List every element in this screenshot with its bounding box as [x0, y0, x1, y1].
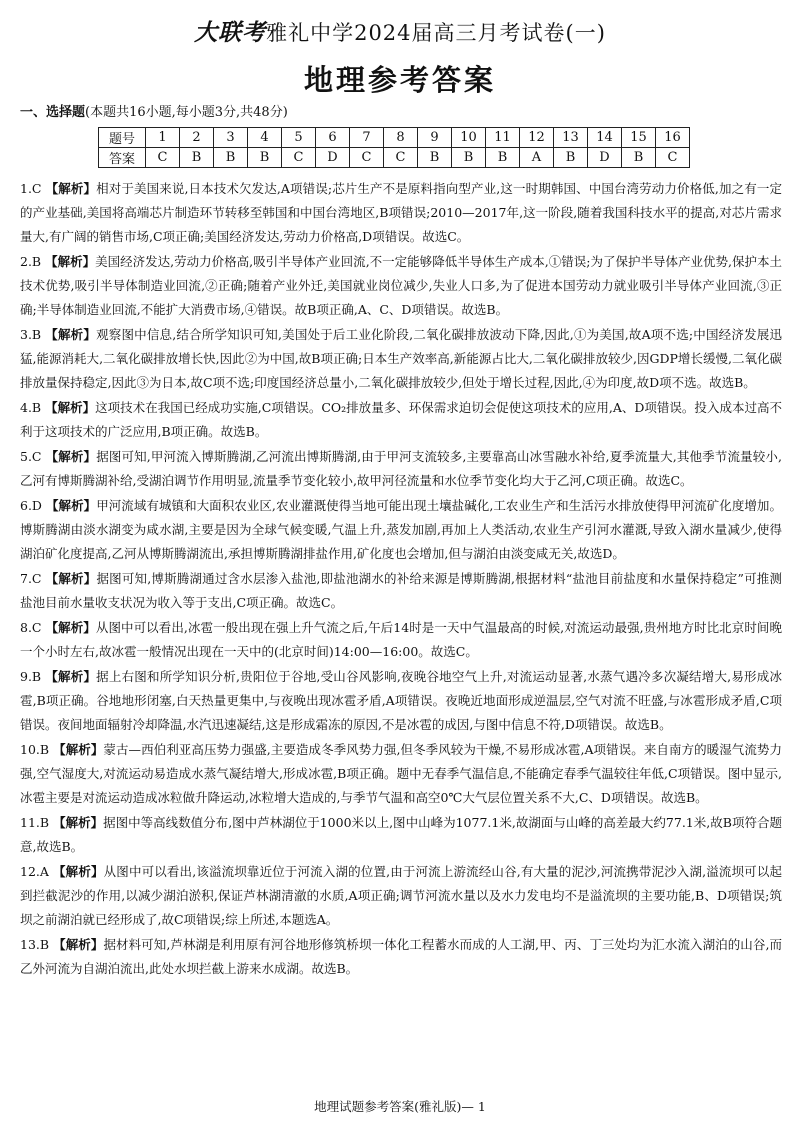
- answer-cell: D: [316, 148, 350, 168]
- question-number: 8: [384, 128, 418, 148]
- question-number: 1: [146, 128, 180, 148]
- jiexi-label: 【解析】: [45, 449, 97, 464]
- item-number: 6.D: [20, 498, 42, 513]
- item-number: 9.B: [20, 669, 42, 684]
- item-number: 2.B: [20, 254, 42, 269]
- item-text: 据图可知,甲河流入博斯腾湖,乙河流出博斯腾湖,由于甲河支流较多,主要靠高山冰雪融水补给,夏季流量大,其他季节流量较小,乙河有博斯腾湖补给,受湖泊调节作用明显,流量季节变化较小,故甲河径流量和水位季节变化均大于乙河,C项正确。故选C。: [20, 449, 782, 488]
- jiexi-label: 【解析】: [45, 254, 96, 269]
- explanation-item: [20, 860, 782, 932]
- item-text: 甲河流域有城镇和大面积农业区,农业灌溉使得当地可能出现土壤盐碱化,工农业生产和生活污水排放使得甲河流矿化度增加。博斯腾湖由淡水湖变为咸水湖,主要是因为全球气候变暖,气温上升,蒸发加剧,再加上人类活动,农业生产引河水灌溉,导致入湖水量减少,使得湖泊矿化度提高,乙河从博斯腾湖流出,承担博斯腾湖排盐作用,矿化度也会增加,但与湖泊由淡变咸无关,故选D。: [20, 498, 782, 561]
- question-number-row: [99, 128, 690, 148]
- item-text: 从图中可以看出,冰雹一般出现在强上升气流之后,午后14时是一天中气温最高的时候,对流运动最强,贵州地方时比北京时间晚一个小时左右,故冰雹一般情况出现在一天中的(北京时间)14:00—16:00。故选C。: [20, 620, 782, 659]
- item-number: 13.B: [20, 937, 50, 952]
- item-number: 1.C: [20, 181, 42, 196]
- item-text: 观察图中信息,结合所学知识可知,美国处于后工业化阶段,二氧化碳排放波动下降,因此,①为美国,故A项不选;中国经济发展迅猛,能源消耗大,二氧化碳排放增长快,因此②为中国,故B项正确;日本生产效率高,新能源占比大,二氧化碳排放较少,因GDP增长缓慢,二氧化碳排放量保持稳定,因此③为日本,故C项不选;印度国经济总量小,二氧化碳排放较少,但处于增长过程,因此,④为印度,故D项不选。故选B。: [20, 327, 782, 390]
- item-text: 据材料可知,芦林湖是利用原有河谷地形修筑桥坝一体化工程蓄水而成的人工湖,甲、丙、丁三处均为汇水流入湖泊的山谷,而乙外河流为自湖泊流出,此处水坝拦截上游来水成湖。故选B。: [20, 937, 782, 976]
- item-number: 11.B: [20, 815, 50, 830]
- item-text: 据图中等高线数值分布,图中芦林湖位于1000米以上,图中山峰为1077.1米,故湖面与山峰的高差最大约77.1米,故B项符合题意,故选B。: [20, 815, 782, 854]
- jiexi-label: 【解析】: [53, 742, 104, 757]
- jiexi-label: 【解析】: [53, 864, 104, 879]
- brand-logo-text: 大联考: [194, 20, 267, 46]
- item-number: 12.A: [20, 864, 49, 879]
- jiexi-label: 【解析】: [45, 400, 96, 415]
- answer-table: [98, 127, 690, 168]
- answer-cell: A: [520, 148, 554, 168]
- jiexi-label: 【解析】: [45, 327, 97, 342]
- question-number: 4: [248, 128, 282, 148]
- jiexi-label: 【解析】: [45, 181, 97, 196]
- row-label-number: 题号: [99, 128, 146, 148]
- answer-cell: D: [588, 148, 622, 168]
- question-number: 7: [350, 128, 384, 148]
- item-text: 据上右图和所学知识分析,贵阳位于谷地,受山谷风影响,夜晚谷地空气上升,对流运动显著,水蒸气遇冷多次凝结增大,易形成冰雹,B项正确。谷地地形闭塞,白天热量更集中,与夜晚出现冰雹矛盾,A项错误。夜晚近地面形成逆温层,空气对流不旺盛,与冰雹形成矛盾,C项错误。夜间地面辐射冷却降温,水汽迅速凝结,这是形成霜冻的原因,不是冰雹的成因,与图中信息不符,D项错误。故选B。: [20, 669, 782, 732]
- explanation-item: [20, 250, 782, 322]
- explanation-item: [20, 396, 782, 444]
- question-number: 3: [214, 128, 248, 148]
- answer-cell: C: [146, 148, 180, 168]
- question-number: 10: [452, 128, 486, 148]
- item-number: 10.B: [20, 742, 50, 757]
- explanation-item: [20, 494, 782, 566]
- page-footer: 地理试题参考答案(雅礼版)— 1: [314, 1099, 486, 1114]
- answer-cell: B: [486, 148, 520, 168]
- explanation-item: [20, 567, 782, 615]
- explanation-item: [20, 445, 782, 493]
- jiexi-label: 【解析】: [53, 815, 104, 830]
- exam-title: 雅礼中学2024届高三月考试卷(一): [266, 21, 606, 45]
- explanation-list: [20, 177, 782, 982]
- item-text: 从图中可以看出,该溢流坝靠近位于河流入湖的位置,由于河流上游流经山谷,有大量的泥沙,河流携带泥沙入湖,溢流坝可以起到拦截泥沙的作用,以减少湖泊淤积,保证芦林湖清澈的水质,A项正确;调节河流水量以及水力发电均不是溢流坝的主要功能,B、D项错误;筑坝之前湖泊就已经形成了,故C项错误;综上所述,本题选A。: [20, 864, 782, 927]
- jiexi-label: 【解析】: [45, 620, 96, 635]
- answer-cell: C: [350, 148, 384, 168]
- explanation-item: [20, 811, 782, 859]
- item-number: 5.C: [20, 449, 42, 464]
- jiexi-label: 【解析】: [53, 937, 104, 952]
- question-number: 12: [520, 128, 554, 148]
- item-text: 据图可知,博斯腾湖通过含水层渗入盐池,即盐池湖水的补给来源是博斯腾湖,根据材料“盐池目前盐度和水量保持稳定”可推测盐池目前水量收支状况为收入等于支出,C项正确。故选C。: [20, 571, 782, 610]
- answer-cell: B: [248, 148, 282, 168]
- row-label-answer: 答案: [99, 148, 146, 168]
- explanation-item: [20, 665, 782, 737]
- explanation-item: [20, 616, 782, 664]
- question-number: 11: [486, 128, 520, 148]
- item-number: 4.B: [20, 400, 42, 415]
- page-title: 地理参考答案: [303, 63, 496, 97]
- jiexi-label: 【解析】: [45, 669, 97, 684]
- answer-cell: B: [418, 148, 452, 168]
- explanation-item: [20, 177, 782, 249]
- answer-row: [99, 148, 690, 168]
- explanation-item: [20, 933, 782, 981]
- answer-cell: B: [214, 148, 248, 168]
- question-number: 6: [316, 128, 350, 148]
- answer-cell: C: [282, 148, 316, 168]
- explanation-item: [20, 323, 782, 395]
- answer-cell: B: [554, 148, 588, 168]
- item-number: 7.C: [20, 571, 42, 586]
- jiexi-label: 【解析】: [45, 498, 97, 513]
- item-text: 相对于美国来说,日本技术欠发达,A项错误;芯片生产不是原料指向型产业,这一时期韩国、中国台湾劳动力价格低,加之有一定的产业基础,美国将高端芯片制造环节转移至韩国和中国台湾地区,B项错误;2010—2017年,这一阶段,随着我国科技水平的提高,对芯片需求量大,有广阔的销售市场,C项正确;美国经济发达,劳动力价格高,D项错误。故选C。: [20, 181, 782, 244]
- item-text: 这项技术在我国已经成功实施,C项错误。CO₂排放量多、环保需求迫切会促使这项技术的应用,A、D项错误。投入成本过高不利于这项技术的广泛应用,B项正确。故选B。: [20, 400, 782, 439]
- answer-cell: B: [622, 148, 656, 168]
- jiexi-label: 【解析】: [45, 571, 97, 586]
- item-number: 8.C: [20, 620, 42, 635]
- question-number: 5: [282, 128, 316, 148]
- question-number: 15: [622, 128, 656, 148]
- question-number: 9: [418, 128, 452, 148]
- explanation-item: [20, 738, 782, 810]
- answer-cell: C: [656, 148, 690, 168]
- section-heading: [20, 101, 288, 120]
- exam-header: [0, 14, 800, 47]
- section-title: 一、选择题: [20, 105, 86, 120]
- answer-cell: B: [180, 148, 214, 168]
- item-number: 3.B: [20, 327, 42, 342]
- question-number: 2: [180, 128, 214, 148]
- answer-cell: C: [384, 148, 418, 168]
- item-text: 美国经济发达,劳动力价格高,吸引半导体产业回流,不一定能够降低半导体生产成本,①错误;为了保护半导体产业优势,保护本土技术优势,吸引半导体制造业回流,②正确;随着产业外迁,美国就业岗位减少,失业人口多,为了促进本国劳动力就业吸引半导体产业回流,③正确;半导体制造业回流,不能扩大消费市场,④错误。故B项正确,A、C、D项错误。故选B。: [20, 254, 782, 317]
- item-text: 蒙古—西伯利亚高压势力强盛,主要造成冬季风势力强,但冬季风较为干燥,不易形成冰雹,A项错误。来自南方的暖湿气流势力强,空气湿度大,对流运动易造成水蒸气凝结增大,形成冰雹,B项正确。题中无春季气温信息,不能确定春季气温较往年低,C项错误。图中显示,冰雹主要是对流运动造成冰粒做升降运动,冰粒增大造成的,与季节气温和高空0℃大气层位置关系不大,C、D项错误。故选B。: [20, 742, 782, 805]
- section-note: (本题共16小题,每小题3分,共48分): [85, 105, 288, 120]
- question-number: 16: [656, 128, 690, 148]
- answer-cell: B: [452, 148, 486, 168]
- question-number: 14: [588, 128, 622, 148]
- question-number: 13: [554, 128, 588, 148]
